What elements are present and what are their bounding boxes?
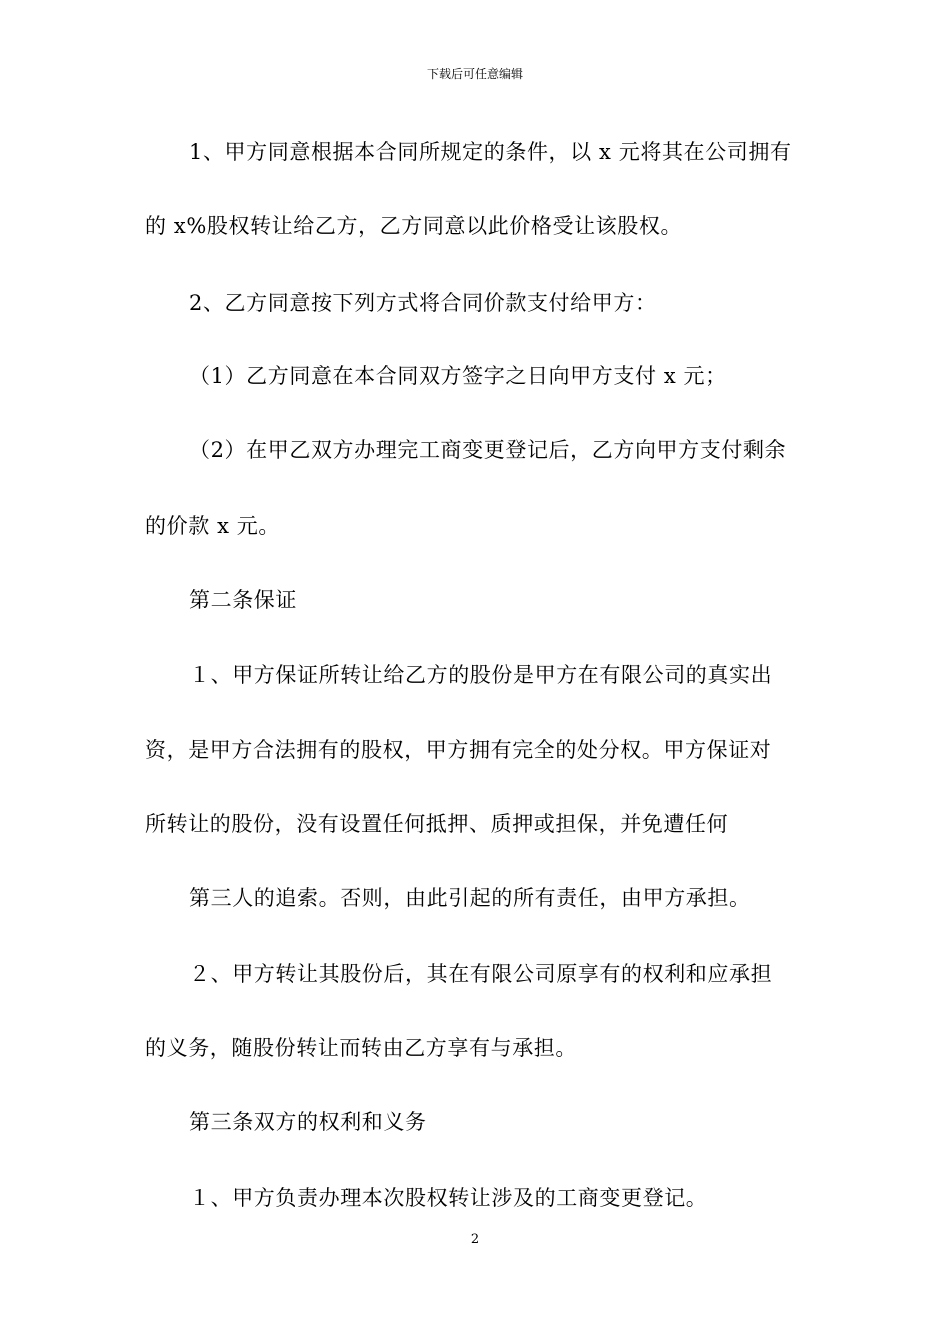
paragraph-line: ２、甲方转让其股份后，其在有限公司原享有的权利和应承担 [189,962,773,986]
page-header: 下载后可任意编辑 [426,67,523,81]
paragraph-line: 1、甲方同意根据本合同所规定的条件，以 x 元将其在公司拥有 [189,140,792,164]
paragraph-line: 的 x%股权转让给乙方，乙方同意以此价格受让该股权。 [145,214,683,238]
paragraph-line: 的价款 x 元。 [145,514,280,538]
paragraph-line: １、甲方保证所转让给乙方的股份是甲方在有限公司的真实出 [189,663,773,687]
paragraph-line: １、甲方负责办理本次股权转让涉及的工商变更登记。 [189,1186,708,1210]
page-number: 2 [470,1232,480,1247]
section-heading: 第三条双方的权利和义务 [189,1110,427,1134]
paragraph-line: （1）乙方同意在本合同双方签字之日向甲方支付 x 元； [189,364,727,388]
paragraph-line: 第三人的追索。否则，由此引起的所有责任，由甲方承担。 [189,886,751,910]
paragraph-line: （2）在甲乙双方办理完工商变更登记后，乙方向甲方支付剩余 [189,438,787,462]
section-heading: 第二条保证 [189,588,297,612]
paragraph-line: 2、乙方同意按下列方式将合同价款支付给甲方： [189,291,657,315]
paragraph-line: 资，是甲方合法拥有的股权，甲方拥有完全的处分权。甲方保证对 [145,738,772,762]
paragraph-line: 的义务，随股份转让而转由乙方享有与承担。 [145,1036,577,1060]
paragraph-line: 所转让的股份，没有设置任何抵押、质押或担保，并免遭任何 [145,812,729,836]
